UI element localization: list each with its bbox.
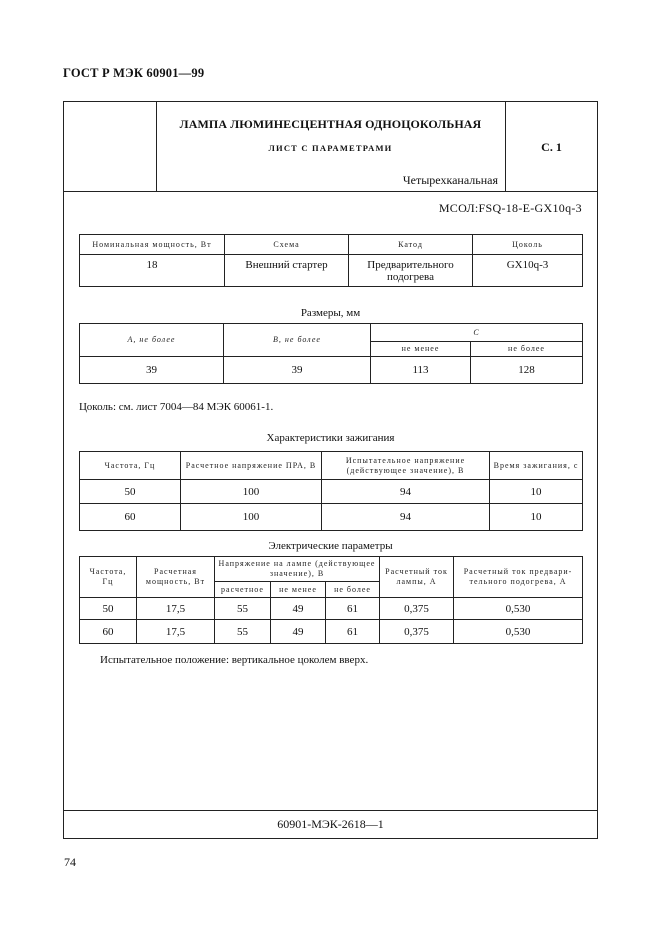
page-number: 74 bbox=[64, 855, 76, 869]
cell-el-v-max: 61 bbox=[326, 598, 380, 620]
table-row bbox=[80, 480, 583, 504]
header-ign-ballast-voltage: Расчетное напряжение ПРА, В bbox=[181, 452, 322, 480]
cell-el-v-min: 49 bbox=[271, 620, 326, 644]
sheet-code: 60901-МЭК-2618—1 bbox=[277, 817, 384, 831]
table-row bbox=[80, 598, 583, 620]
lamp-type: Четырехканальная bbox=[402, 173, 498, 187]
header-dim-b: B, не более bbox=[224, 324, 371, 357]
cell-el-v-min: 49 bbox=[271, 598, 326, 620]
cell-ign-frequency: 60 bbox=[80, 504, 181, 531]
cell-ign-time: 10 bbox=[490, 480, 583, 504]
sheet-subtitle: ЛИСТ С ПАРАМЕТРАМИ bbox=[268, 143, 393, 153]
cell-el-v-rated: 55 bbox=[215, 598, 271, 620]
sheet-number: С. 1 bbox=[541, 140, 562, 154]
header-base: Цоколь bbox=[473, 235, 583, 255]
cell-dim-b: 39 bbox=[224, 357, 371, 384]
cell-base: GX10q-3 bbox=[473, 255, 583, 287]
table-row bbox=[80, 504, 583, 531]
header-ign-frequency: Частота, Гц bbox=[80, 452, 181, 480]
header-el-preheat: Расчетный ток предвари-тельного подогрева, А bbox=[454, 557, 583, 598]
general-table bbox=[79, 234, 583, 287]
cell-ign-time: 10 bbox=[490, 504, 583, 531]
header-ign-test-voltage: Испытательное напряжение (действующее значение), В bbox=[322, 452, 490, 480]
lamp-designation: МСОЛ:FSQ-18-E-GX10q-3 bbox=[438, 201, 582, 215]
header-el-voltage: Напряжение на лампе (действующее значение), В bbox=[215, 557, 380, 582]
ignition-caption: Характеристики зажигания bbox=[266, 432, 395, 444]
header-el-v-rated: расчетное bbox=[215, 582, 271, 598]
cell-dim-c-max: 128 bbox=[471, 357, 583, 384]
cell-ign-ballast-voltage: 100 bbox=[181, 504, 322, 531]
cell-dim-c-min: 113 bbox=[371, 357, 471, 384]
sheet-title: ЛАМПА ЛЮМИНЕСЦЕНТНАЯ ОДНОЦОКОЛЬНАЯ bbox=[179, 117, 482, 131]
footer-divider bbox=[63, 810, 598, 811]
table-row bbox=[80, 620, 583, 644]
cell-power: 18 bbox=[80, 255, 225, 287]
cell-el-current: 0,375 bbox=[380, 598, 454, 620]
cell-el-preheat: 0,530 bbox=[454, 620, 583, 644]
header-el-current: Расчетный ток лампы, А bbox=[380, 557, 454, 598]
cell-el-power: 17,5 bbox=[137, 620, 215, 644]
header-power: Номинальная мощность, Вт bbox=[80, 235, 225, 255]
header-dim-c: C bbox=[371, 324, 583, 342]
header-divider bbox=[63, 191, 598, 192]
cell-el-current: 0,375 bbox=[380, 620, 454, 644]
cell-el-power: 17,5 bbox=[137, 598, 215, 620]
document-code: ГОСТ Р МЭК 60901—99 bbox=[63, 66, 205, 80]
header-el-power: Расчетная мощность, Вт bbox=[137, 557, 215, 598]
base-note: Цоколь: см. лист 7004—84 МЭК 60061-1. bbox=[79, 401, 274, 413]
dimensions-caption: Размеры, мм bbox=[300, 307, 361, 319]
header-dim-c-min: не менее bbox=[371, 342, 471, 357]
cell-ign-ballast-voltage: 100 bbox=[181, 480, 322, 504]
header-dim-c-max: не более bbox=[471, 342, 583, 357]
header-scheme: Схема bbox=[225, 235, 349, 255]
cell-ign-frequency: 50 bbox=[80, 480, 181, 504]
cell-el-frequency: 50 bbox=[80, 598, 137, 620]
cell-el-v-rated: 55 bbox=[215, 620, 271, 644]
cell-el-v-max: 61 bbox=[326, 620, 380, 644]
electrical-caption: Электрические параметры bbox=[268, 540, 393, 552]
electrical-table bbox=[79, 556, 583, 644]
header-el-v-max: не более bbox=[326, 582, 380, 598]
header-ign-time: Время зажигания, с bbox=[490, 452, 583, 480]
header-el-frequency: Частота, Гц bbox=[80, 557, 137, 598]
cell-el-preheat: 0,530 bbox=[454, 598, 583, 620]
cell-el-frequency: 60 bbox=[80, 620, 137, 644]
test-position-note: Испытательное положение: вертикальное цоколем вверх. bbox=[100, 654, 369, 666]
cell-ign-test-voltage: 94 bbox=[322, 480, 490, 504]
dimensions-table bbox=[79, 323, 583, 384]
header-el-v-min: не менее bbox=[271, 582, 326, 598]
cell-scheme: Внешний стартер bbox=[225, 255, 349, 287]
cell-dim-a: 39 bbox=[80, 357, 224, 384]
cell-ign-test-voltage: 94 bbox=[322, 504, 490, 531]
header-cathode: Катод bbox=[349, 235, 473, 255]
ignition-table bbox=[79, 451, 583, 531]
header-dim-a: A, не более bbox=[80, 324, 224, 357]
cell-cathode: Предварительного подогрева bbox=[349, 255, 473, 287]
